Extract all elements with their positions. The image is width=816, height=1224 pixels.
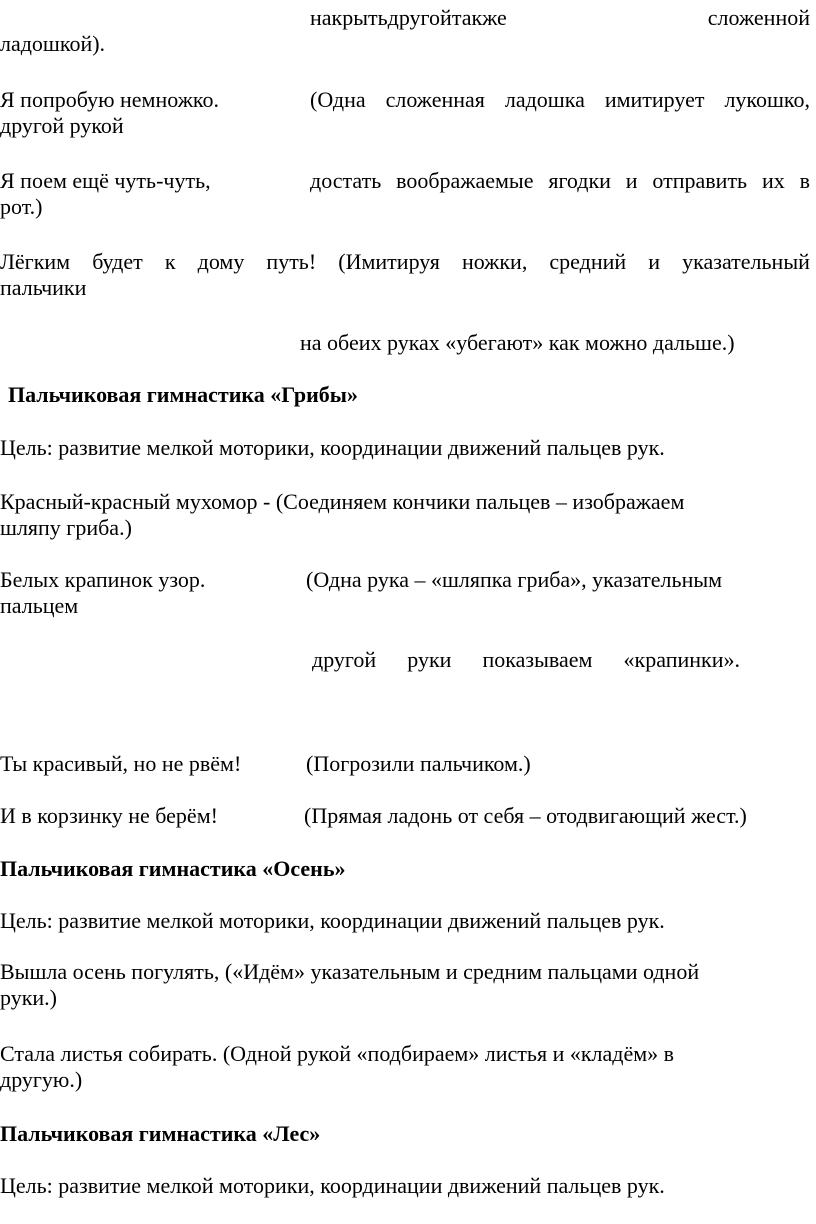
intro-line-3-right: (Одна сложенная ладошка имитирует лукошко,	[310, 87, 810, 112]
document-page: накрыть другой также сложенной ладошкой). Я попробую немножко. (Одна сложенная ладошка имитирует лукошко, другой рукой Я поем ещё чуть-чуть, достать воображаемые ягодки и отправить их в рот.) Лёгким будет к дому путь! (Имитируя ножки, средний и указательный пальчики на обеих руках «убегают» как можно дальше.) Пальчиковая гимнастика «Грибы» Цель: развитие мелкой моторики, координации движений пальцев рук. Красный-красный мухомор - (Соединяем кончики пальцев – изображаем шляпу гриба.) Белых крапинок узор. (Одна рука – «шляпка гриба», указательным пальцем другой руки показываем «крапинки». Ты красивый, но не рвём! (Погрозили пальчиком.) И в корзинку не берём! (Прямая ладонь от себя – отодвигающий жест.) Пальчиковая гимнастика «Осень» Цель: развитие мелкой моторики, координации движений пальцев рук. Вышла осень погулять, («Идём» указательным и средним пальцами одной руки.) Стала листья собирать. (Одной рукой «подбираем» листья и «кладём» в другую.) Пальчиковая гимнастика «Лес» Цель: развитие мелкой моторики, координации движений пальцев рук.	[0, 5, 810, 1198]
intro-line-7-words: Лёгким будет к дому путь! (Имитируя ножки, средний и указательный	[0, 249, 810, 274]
mushrooms-line-5-words: другой руки показываем «крапинки».	[312, 647, 740, 672]
intro-line-1-words: накрыть другой также	[310, 5, 507, 30]
intro-line-5-right: достать воображаемые ягодки и отправить их в	[310, 168, 810, 193]
